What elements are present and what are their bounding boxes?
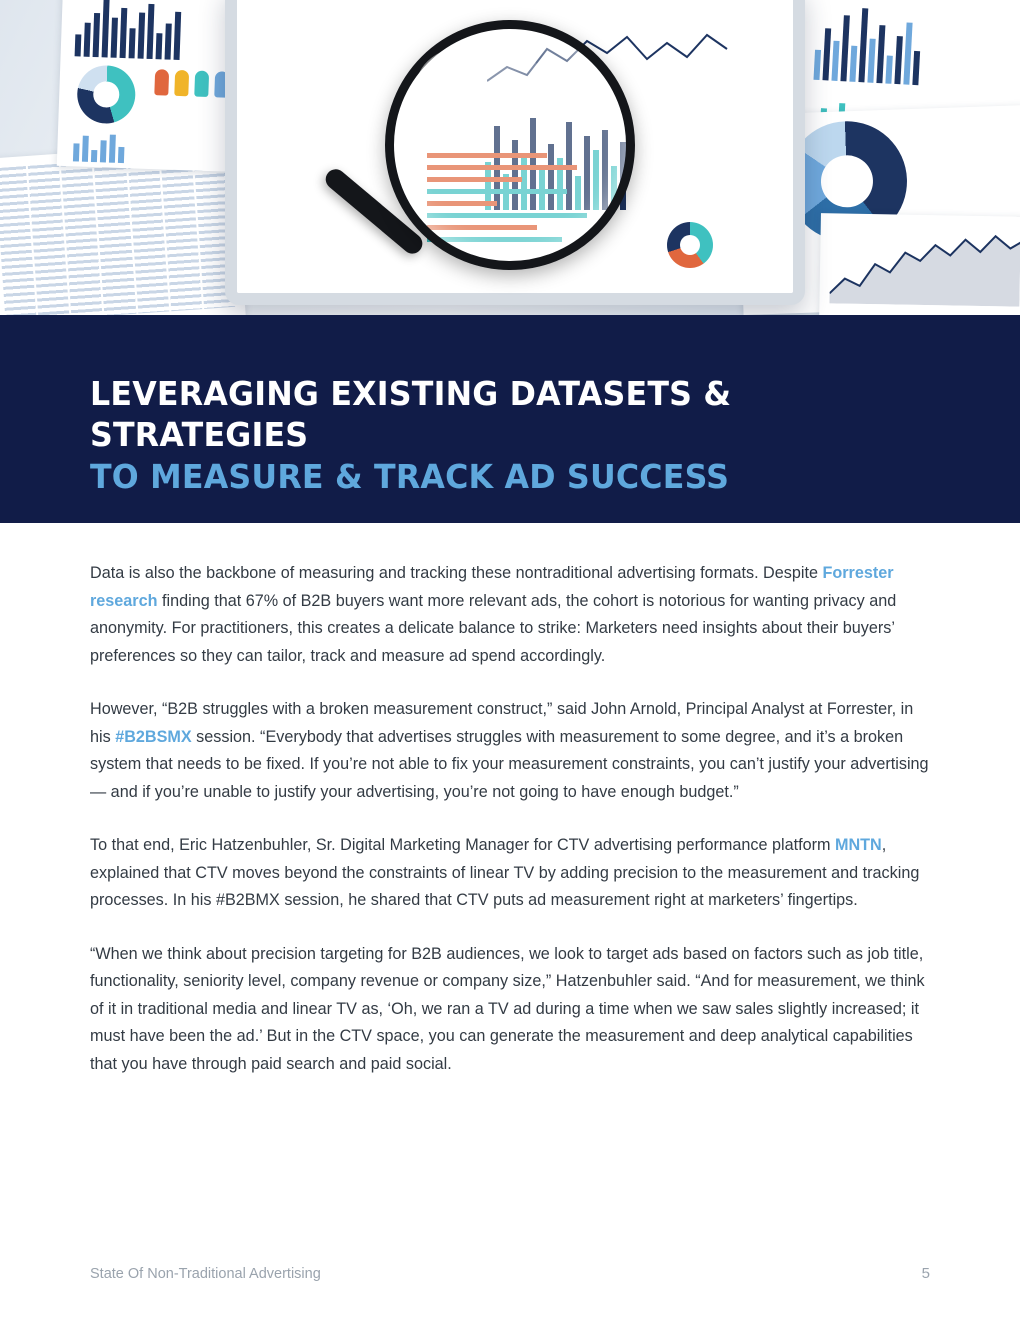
paragraph-3 [90, 832, 930, 915]
article-body [0, 560, 1020, 1078]
magnifier-icon [385, 20, 635, 270]
page-title-primary: LEVERAGING EXISTING DATASETS & STRATEGIES [90, 374, 732, 455]
footer-document-title: State Of Non-Traditional Advertising [90, 1266, 321, 1282]
page-title-secondary: TO MEASURE & TRACK AD SUCCESS [90, 456, 730, 496]
data-table-icon [0, 152, 235, 315]
bar-chart-icon [75, 0, 182, 60]
b2bsmx-link[interactable]: #B2BSMX [115, 727, 192, 746]
area-chart-icon [829, 223, 1020, 306]
pie-chart-icon [667, 222, 713, 268]
hero-image [0, 0, 1020, 315]
bar-chart-icon [73, 131, 125, 163]
donut-chart-icon [76, 64, 136, 124]
paragraph-2-text-a: However, “B2B struggles with a broken measurement construct,” said John Arnold, Principal Analyst at Forrester, in his [90, 700, 914, 746]
paragraph-2 [90, 696, 930, 806]
paragraph-2-text-b: session. “Everybody that advertises struggles with measurement to some degree, and it’s a broken system that needs to be fixed. If you’re not able to fix your measurement constraints, you can’t justify your advertising — and if you’re unable to justify your advertising, you’re not going to have enough budget.” [90, 727, 929, 801]
report-sheet-right-bottom [819, 213, 1020, 315]
paragraph-1 [90, 560, 930, 670]
page-footer [0, 1265, 1020, 1282]
title-band [0, 315, 1020, 523]
paragraph-1-text-a: Data is also the backbone of measuring and tracking these nontraditional advertising formats. Despite [90, 564, 823, 582]
magnifier-glare [417, 43, 545, 124]
paragraph-3-text-a: To that end, Eric Hatzenbuhler, Sr. Digital Marketing Manager for CTV advertising performance platform [90, 836, 835, 854]
paragraph-3-text-b: , explained that CTV moves beyond the constraints of linear TV by adding precision to the measurement and tracking processes. In his #B2BMX session, he shared that CTV puts ad measurement right at marketers’ fingertips. [90, 836, 920, 909]
paragraph-1-text-b: finding that 67% of B2B buyers want more relevant ads, the cohort is notorious for wanting privacy and anonymity. For practitioners, this creates a delicate balance to strike: Marketers need insights about their buyers’ preferences so they can tailor, track and measure ad spend accordingly. [90, 591, 897, 665]
paragraph-4: “When we think about precision targeting for B2B audiences, we look to target ads based on factors such as job title, functionality, seniority level, company revenue or company size,” Hatzenbuhler said. “And for measurement, we think of it in traditional media and linear TV as, ‘Oh, we ran a TV ad during a time when we saw sales slightly increased; it must have been the ad.’ But in the CTV space, you can generate the measurement and deep analytical capabilities that you have through paid search and paid social. [90, 944, 925, 1073]
footer-page-number: 5 [921, 1265, 930, 1282]
mntn-link[interactable]: MNTN [834, 836, 882, 854]
forrester-research-link[interactable]: Forrester research [90, 564, 894, 610]
bar-chart-icon [813, 0, 922, 85]
